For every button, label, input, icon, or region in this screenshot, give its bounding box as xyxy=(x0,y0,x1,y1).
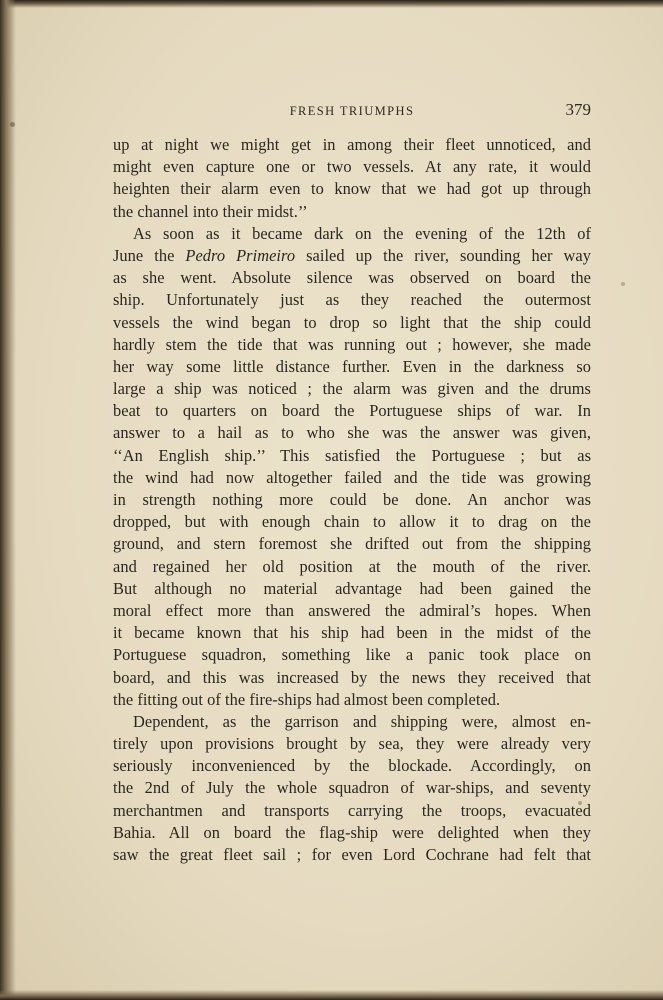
text-line: Portuguese squadron, something like a panic took place on xyxy=(113,645,591,665)
scan-speck xyxy=(10,122,15,127)
text-line: the channel into their midst.’’ xyxy=(113,201,308,221)
text-line: June the Pedro Primeiro sailed up the river, sounding her way xyxy=(113,245,591,265)
text-line: ship. Unfortunately just as they reached the outermost xyxy=(113,290,591,310)
text-line: large a ship was noticed ; the alarm was given and the drums xyxy=(113,379,591,399)
text-line: as she went. Absolute silence was observed on board the xyxy=(113,268,591,288)
text-line: beat to quarters on board the Portuguese ships of war. In xyxy=(113,401,591,421)
text-line: the 2nd of July the whole squadron of war-ships, and seventy xyxy=(113,778,591,798)
text-line: answer to a hail as to who she was the answer was given, xyxy=(113,423,591,443)
page-header xyxy=(113,100,591,122)
page-number: 379 xyxy=(565,100,591,119)
text-line: tirely upon provisions brought by sea, they were already very xyxy=(113,734,591,754)
text-line: board, and this was increased by the news they received that xyxy=(113,667,591,687)
ship-name: Pedro Primeiro xyxy=(185,245,296,265)
text-line: the fitting out of the fire-ships had almost been completed. xyxy=(113,689,501,709)
text-line: But although no material advantage had been gained the xyxy=(113,578,591,598)
page-gutter-shadow xyxy=(0,0,16,1000)
text-line: might even capture one or two vessels. At any rate, it would xyxy=(113,157,591,177)
page-top-edge-shadow xyxy=(0,0,663,8)
scan-speck xyxy=(621,282,625,286)
text-line: and regained her old position at the mouth of the river. xyxy=(113,556,591,576)
text-line: Bahia. All on board the flag-ship were delighted when they xyxy=(113,822,591,842)
text-line: seriously inconvenienced by the blockade. Accordingly, on xyxy=(113,756,591,776)
text-line: ‘‘An English ship.’’ This satisfied the Portuguese ; but as xyxy=(113,445,591,465)
text-line: heighten their alarm even to know that we had got up through xyxy=(113,179,591,199)
text-line: merchantmen and transports carrying the troops, evacuated xyxy=(113,800,591,820)
text-line: As soon as it became dark on the evening of the 12th of xyxy=(133,223,591,243)
text-line: up at night we might get in among their fleet unnoticed, and xyxy=(113,135,591,154)
text-line: the wind had now altogether failed and the tide was growing xyxy=(113,467,591,487)
text-line: her way some little distance further. Even in the darkness so xyxy=(113,356,591,376)
page-bottom-edge-shadow xyxy=(0,990,663,1000)
text-line: saw the great fleet sail ; for even Lord Cochrane had felt that xyxy=(113,845,591,864)
text-line: it became known that his ship had been in the midst of the xyxy=(113,623,591,643)
body-text xyxy=(113,134,591,866)
running-head: FRESH TRIUMPHS xyxy=(289,104,415,118)
text-line: in strength nothing more could be done. An anchor was xyxy=(113,490,591,509)
text-line: ground, and stern foremost she drifted out from the shipping xyxy=(113,534,591,554)
text-line: dropped, but with enough chain to allow it to drag on the xyxy=(113,512,591,532)
text-line: moral effect more than answered the admiral’s hopes. When xyxy=(113,600,591,620)
text-line: hardly stem the tide that was running out ; however, she made xyxy=(113,334,591,354)
text-line: Dependent, as the garrison and shipping were, almost en- xyxy=(133,711,591,731)
text-line: vessels the wind began to drop so light that the ship could xyxy=(113,312,591,332)
